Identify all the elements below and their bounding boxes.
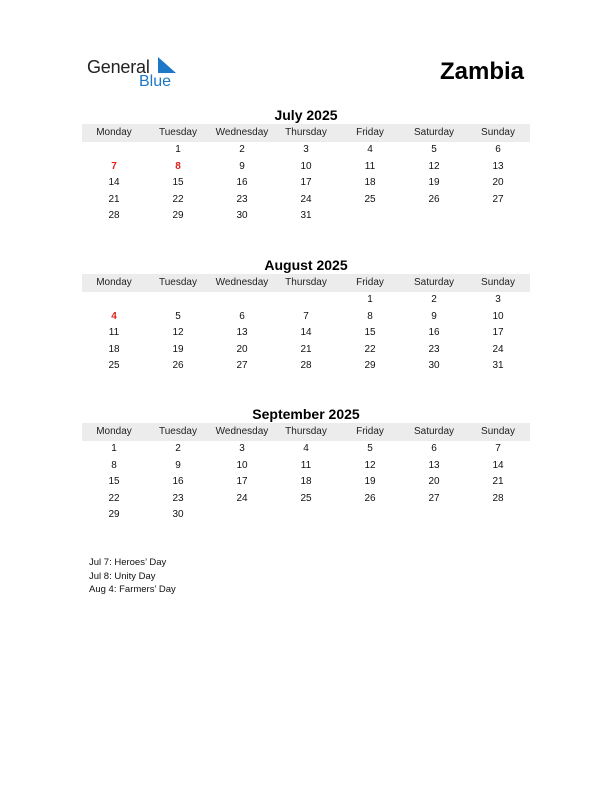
empty-day-cell — [82, 292, 146, 309]
logo-text-general: General — [87, 57, 150, 77]
weekday-label: Thursday — [285, 277, 327, 288]
day-cell: 22 — [172, 193, 184, 205]
week-row — [82, 507, 530, 524]
week-row — [82, 358, 530, 375]
day-cell: 16 — [172, 476, 184, 487]
weekday-label: Tuesday — [159, 426, 197, 437]
weekday-label: Monday — [96, 426, 132, 437]
weekday-label: Saturday — [413, 127, 455, 138]
day-cell: 6 — [431, 443, 437, 454]
day-cell: 3 — [303, 144, 309, 155]
day-cell: 12 — [364, 459, 376, 471]
day-cell: 27 — [428, 492, 440, 504]
day-cell: 30 — [236, 210, 248, 221]
day-cell: 31 — [492, 360, 504, 371]
weekday-label: Sunday — [481, 426, 515, 437]
day-cell: 4 — [303, 443, 309, 454]
day-cell: 10 — [236, 459, 248, 471]
day-cell: 23 — [236, 193, 248, 205]
day-cell: 1 — [367, 294, 373, 305]
day-cell: 7 — [111, 160, 117, 172]
weekday-label: Friday — [356, 426, 384, 437]
week-row — [82, 474, 530, 491]
day-cell: 19 — [172, 343, 184, 355]
week-row — [82, 142, 530, 159]
day-cell: 21 — [108, 193, 120, 205]
day-cell: 30 — [428, 360, 440, 371]
holiday-notes — [89, 556, 176, 597]
weekday-label: Saturday — [413, 277, 455, 288]
day-cell: 28 — [300, 360, 312, 371]
day-cell: 3 — [239, 443, 245, 454]
country-title: Zambia — [439, 58, 524, 85]
day-cell: 17 — [492, 327, 504, 338]
day-cell: 20 — [428, 476, 440, 487]
day-cell: 11 — [108, 327, 120, 338]
day-cell: 20 — [492, 177, 504, 188]
day-cell: 8 — [111, 459, 117, 471]
week-row — [82, 292, 530, 309]
month-title: July 2025 — [274, 107, 338, 123]
empty-day-cell — [274, 292, 338, 309]
logo-flag-icon — [158, 57, 176, 73]
month-calendar — [82, 256, 530, 375]
day-cell: 10 — [492, 310, 504, 322]
day-cell: 3 — [495, 294, 501, 305]
day-cell: 31 — [300, 210, 312, 221]
day-cell: 15 — [108, 476, 120, 487]
day-cell: 20 — [236, 343, 248, 355]
week-row — [82, 491, 530, 508]
week-row — [82, 192, 530, 209]
week-row — [82, 441, 530, 458]
day-cell: 12 — [428, 160, 440, 172]
logo-text-blue: Blue — [139, 73, 172, 90]
week-row — [82, 309, 530, 326]
month-title: August 2025 — [264, 257, 348, 273]
day-cell: 5 — [367, 443, 373, 454]
day-cell: 24 — [492, 343, 504, 355]
day-cell: 14 — [300, 327, 312, 338]
empty-day-cell — [466, 507, 530, 524]
week-row — [82, 342, 530, 359]
day-cell: 10 — [300, 160, 312, 172]
weekday-label: Wednesday — [215, 277, 269, 288]
day-cell: 5 — [175, 310, 181, 322]
empty-day-cell — [402, 208, 466, 225]
weekday-label: Thursday — [285, 426, 327, 437]
weekday-label: Wednesday — [215, 127, 269, 138]
day-cell: 17 — [236, 476, 248, 487]
day-cell: 11 — [364, 160, 376, 172]
day-cell: 2 — [239, 144, 245, 155]
day-cell: 19 — [428, 177, 440, 188]
day-cell: 18 — [300, 476, 312, 487]
day-cell: 23 — [428, 343, 440, 355]
week-row — [82, 175, 530, 192]
weekday-label: Friday — [356, 127, 384, 138]
week-row — [82, 159, 530, 176]
day-cell: 23 — [172, 492, 184, 504]
empty-day-cell — [466, 208, 530, 225]
day-cell: 8 — [175, 160, 181, 172]
holiday-note: Jul 8: Unity Day — [89, 570, 156, 582]
week-row — [82, 458, 530, 475]
empty-day-cell — [338, 507, 402, 524]
day-cell: 18 — [108, 343, 120, 355]
day-cell: 28 — [108, 210, 120, 221]
week-row — [82, 325, 530, 342]
day-cell: 4 — [367, 144, 373, 155]
day-cell: 25 — [364, 193, 376, 205]
weekday-label: Sunday — [481, 127, 515, 138]
day-cell: 2 — [431, 294, 437, 305]
empty-day-cell — [146, 292, 210, 309]
day-cell: 7 — [495, 443, 501, 454]
day-cell: 14 — [108, 177, 120, 188]
empty-day-cell — [210, 292, 274, 309]
weekday-header-row — [82, 274, 530, 292]
day-cell: 13 — [492, 160, 504, 172]
weekday-label: Thursday — [285, 127, 327, 138]
day-cell: 26 — [172, 360, 184, 371]
day-cell: 14 — [492, 459, 504, 471]
day-cell: 21 — [492, 476, 504, 487]
weekday-label: Monday — [96, 127, 132, 138]
day-cell: 5 — [431, 144, 437, 155]
month-title: September 2025 — [252, 406, 360, 422]
day-cell: 19 — [364, 476, 376, 487]
weekday-label: Tuesday — [159, 127, 197, 138]
day-cell: 16 — [236, 177, 248, 188]
day-cell: 6 — [239, 310, 245, 322]
holiday-note: Aug 4: Farmers’ Day — [89, 584, 176, 595]
day-cell: 28 — [492, 492, 504, 504]
day-cell: 12 — [172, 327, 184, 338]
day-cell: 1 — [111, 443, 117, 454]
weekday-label: Monday — [96, 277, 132, 288]
day-cell: 22 — [364, 343, 376, 355]
day-cell: 25 — [300, 492, 312, 504]
day-cell: 15 — [172, 177, 184, 188]
day-cell: 9 — [239, 160, 245, 172]
holiday-note: Jul 7: Heroes’ Day — [89, 557, 167, 568]
day-cell: 30 — [172, 509, 184, 520]
day-cell: 29 — [108, 509, 120, 520]
empty-day-cell — [82, 142, 146, 159]
day-cell: 29 — [172, 210, 184, 221]
day-cell: 15 — [364, 327, 376, 338]
day-cell: 11 — [300, 459, 312, 471]
day-cell: 6 — [495, 144, 501, 155]
day-cell: 9 — [175, 459, 181, 471]
day-cell: 7 — [303, 310, 309, 322]
day-cell: 24 — [236, 492, 248, 504]
day-cell: 27 — [492, 193, 504, 205]
weekday-label: Tuesday — [159, 277, 197, 288]
weekday-label: Sunday — [481, 277, 515, 288]
empty-day-cell — [210, 507, 274, 524]
day-cell: 26 — [428, 193, 440, 205]
day-cell: 13 — [236, 327, 248, 338]
day-cell: 16 — [428, 327, 440, 338]
day-cell: 8 — [367, 310, 373, 322]
weekday-label: Saturday — [413, 426, 455, 437]
weekday-header-row — [82, 124, 530, 142]
empty-day-cell — [402, 507, 466, 524]
day-cell: 22 — [108, 492, 120, 504]
weekday-label: Friday — [356, 277, 384, 288]
day-cell: 27 — [236, 360, 248, 371]
day-cell: 24 — [300, 193, 312, 205]
day-cell: 4 — [111, 310, 117, 322]
day-cell: 17 — [300, 177, 312, 188]
day-cell: 13 — [428, 459, 440, 471]
day-cell: 2 — [175, 443, 181, 454]
generalblue-logo — [87, 55, 187, 95]
month-calendar — [82, 106, 530, 225]
month-calendar — [82, 405, 530, 524]
week-row — [82, 208, 530, 225]
day-cell: 25 — [108, 360, 120, 371]
day-cell: 1 — [175, 144, 181, 155]
empty-day-cell — [274, 507, 338, 524]
day-cell: 9 — [431, 310, 437, 322]
empty-day-cell — [338, 208, 402, 225]
day-cell: 29 — [364, 360, 376, 371]
day-cell: 26 — [364, 492, 376, 504]
day-cell: 18 — [364, 177, 376, 188]
weekday-header-row — [82, 423, 530, 441]
weekday-label: Wednesday — [215, 426, 269, 437]
day-cell: 21 — [300, 343, 312, 355]
